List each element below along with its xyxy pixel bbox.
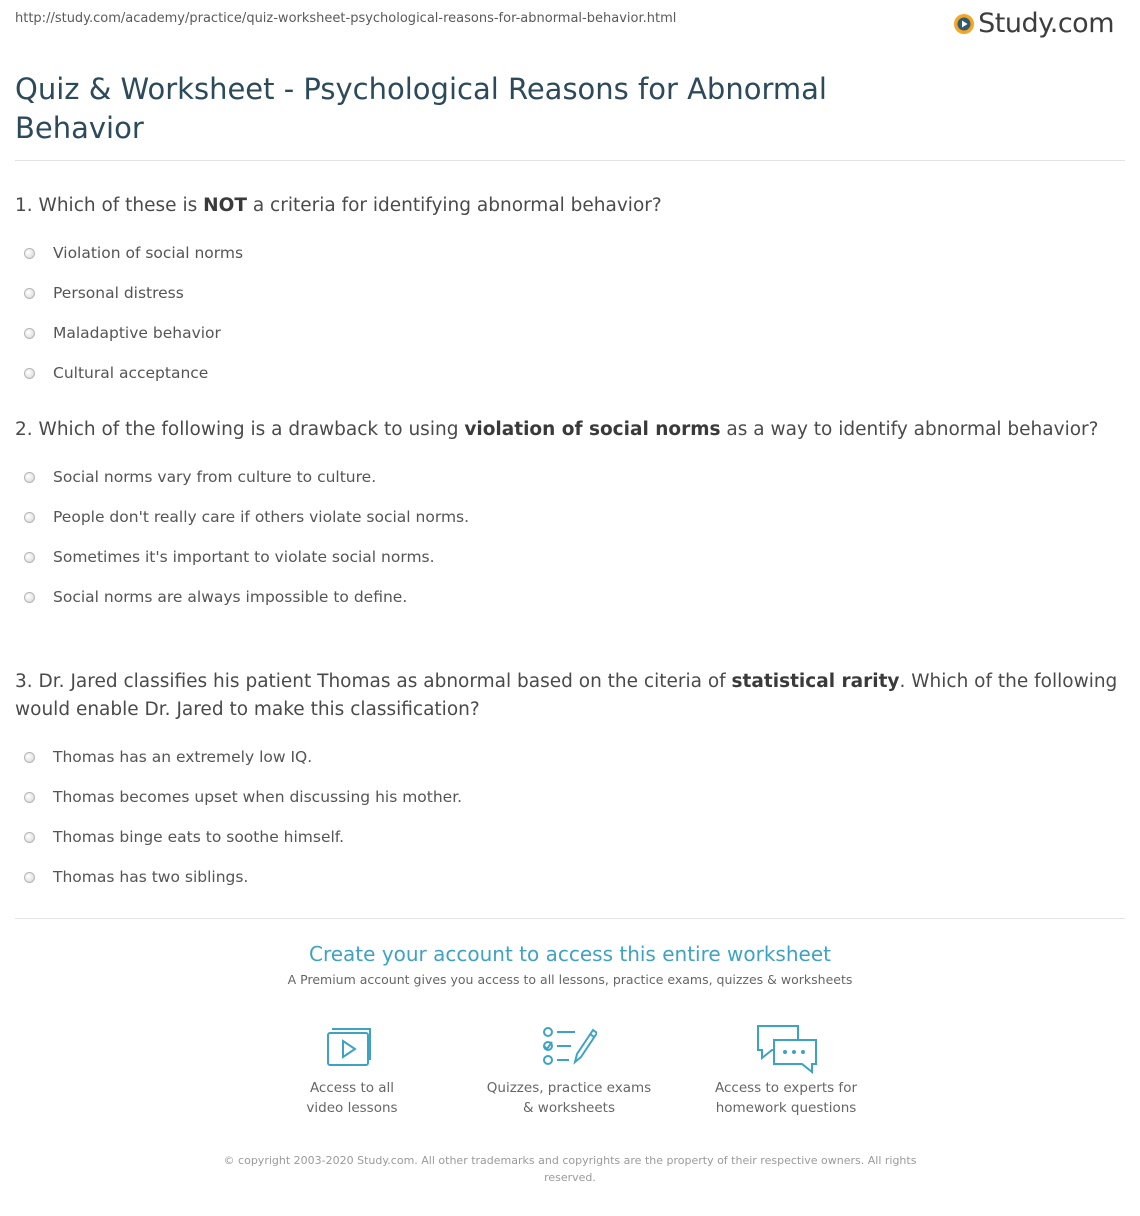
radio-button[interactable] [24, 752, 35, 763]
copyright-notice: © copyright 2003-2020 Study.com. All other trademarks and copyrights are the property of their respective owners. All rights reserved. [223, 1154, 917, 1184]
answer-option[interactable]: Maladaptive behavior [15, 313, 1125, 353]
radio-button[interactable] [24, 872, 35, 883]
page-url: http://study.com/academy/practice/quiz-worksheet-psychological-reasons-for-abnormal-behavior.html [15, 11, 677, 26]
question-2 [15, 416, 1125, 617]
logo-text: Study.com [978, 8, 1114, 39]
radio-button[interactable] [24, 512, 35, 523]
study-logo[interactable] [953, 8, 1114, 40]
cta-subtitle: A Premium account gives you access to all lessons, practice exams, quizzes & worksheets [287, 972, 853, 987]
section-divider [15, 918, 1125, 919]
answer-option[interactable]: Violation of social norms [15, 233, 1125, 273]
radio-button[interactable] [24, 248, 35, 259]
radio-button[interactable] [24, 832, 35, 843]
radio-button[interactable] [24, 472, 35, 483]
answer-option[interactable]: Thomas has an extremely low IQ. [15, 737, 1125, 777]
play-logo-icon [953, 13, 975, 35]
page-title: Quiz & Worksheet - Psychological Reasons for Abnormal Behavior [15, 72, 827, 145]
radio-button[interactable] [24, 368, 35, 379]
feature-quizzes: Quizzes, practice exams & worksheets [469, 1024, 669, 1118]
radio-button[interactable] [24, 792, 35, 803]
answer-option[interactable]: Thomas binge eats to soothe himself. [15, 817, 1125, 857]
header-divider [15, 160, 1125, 161]
answer-option[interactable]: Sometimes it's important to violate social norms. [15, 537, 1125, 577]
answer-option[interactable]: Cultural acceptance [15, 353, 1125, 393]
answer-option[interactable]: Social norms vary from culture to culture. [15, 457, 1125, 497]
question-text: 3. Dr. Jared classifies his patient Thomas as abnormal based on the citeria of statistical rarity. Which of the following would enable Dr. Jared to make this classification? [15, 671, 1118, 720]
answer-option[interactable]: Thomas has two siblings. [15, 857, 1125, 897]
chat-bubbles-icon [754, 1024, 818, 1074]
answer-option[interactable]: Thomas becomes upset when discussing his mother. [15, 777, 1125, 817]
question-3 [15, 668, 1125, 897]
radio-button[interactable] [24, 328, 35, 339]
answer-option[interactable]: Social norms are always impossible to define. [15, 577, 1125, 617]
radio-button[interactable] [24, 288, 35, 299]
feature-video-lessons: Access to all video lessons [252, 1024, 452, 1118]
question-1 [15, 192, 1125, 393]
quiz-checklist-icon [541, 1024, 597, 1068]
video-lesson-icon [326, 1024, 378, 1068]
question-text: 2. Which of the following is a drawback to using violation of social norms as a way to identify abnormal behavior? [15, 419, 1099, 440]
radio-button[interactable] [24, 552, 35, 563]
answer-option[interactable]: People don't really care if others violate social norms. [15, 497, 1125, 537]
feature-experts: Access to experts for homework questions [686, 1024, 886, 1118]
question-text: 1. Which of these is NOT a criteria for identifying abnormal behavior? [15, 195, 662, 216]
cta-title[interactable]: Create your account to access this entire worksheet [309, 942, 831, 966]
radio-button[interactable] [24, 592, 35, 603]
answer-option[interactable]: Personal distress [15, 273, 1125, 313]
